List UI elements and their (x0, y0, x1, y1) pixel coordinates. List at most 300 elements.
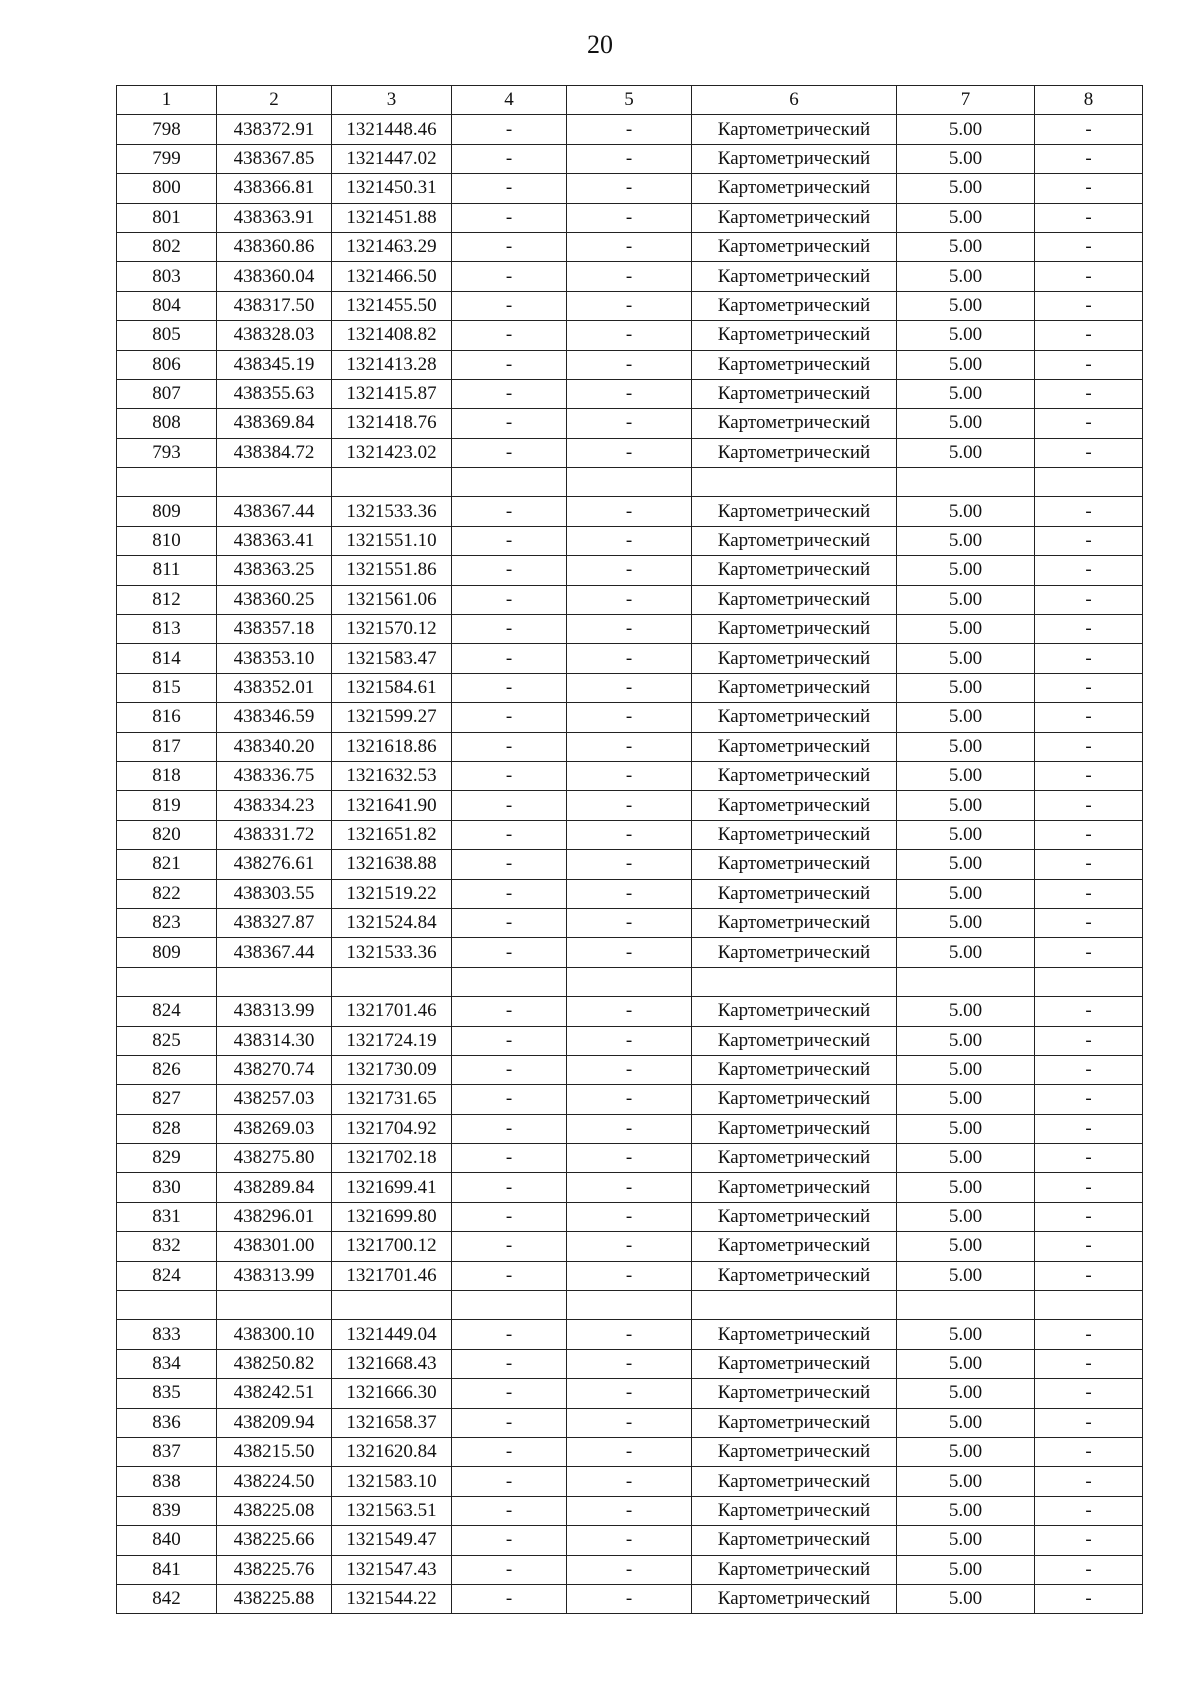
table-cell: 438215.50 (217, 1437, 332, 1466)
table-cell: 1321466.50 (332, 262, 452, 291)
table-cell: 1321599.27 (332, 703, 452, 732)
table-row (117, 1349, 1143, 1378)
table-row (117, 791, 1143, 820)
table-row (117, 850, 1143, 879)
table-row (117, 556, 1143, 585)
table-cell: - (1035, 1496, 1143, 1525)
table-cell: 5.00 (897, 1114, 1035, 1143)
table-cell: 438345.19 (217, 350, 332, 379)
table-cell: 808 (117, 409, 217, 438)
table-cell: - (452, 1232, 567, 1261)
empty-cell (692, 468, 897, 497)
table-cell: 438250.82 (217, 1349, 332, 1378)
empty-cell (217, 1291, 332, 1320)
table-cell: 828 (117, 1114, 217, 1143)
table-cell: - (452, 1584, 567, 1613)
table-cell: Картометрический (692, 291, 897, 320)
table-cell: - (452, 1555, 567, 1584)
table-cell: Картометрический (692, 703, 897, 732)
table-cell: Картометрический (692, 1526, 897, 1555)
table-cell: - (452, 1144, 567, 1173)
page-number: 20 (587, 30, 613, 59)
table-cell: 1321455.50 (332, 291, 452, 320)
table-cell: - (452, 497, 567, 526)
table-row (117, 438, 1143, 467)
table-cell: 5.00 (897, 1026, 1035, 1055)
table-cell: - (567, 703, 692, 732)
table-cell: 805 (117, 321, 217, 350)
table-row (117, 232, 1143, 261)
table-cell: 438224.50 (217, 1467, 332, 1496)
table-cell: - (567, 1173, 692, 1202)
table-cell: 811 (117, 556, 217, 585)
table-cell: - (452, 1349, 567, 1378)
table-cell: Картометрический (692, 1467, 897, 1496)
table-cell: Картометрический (692, 1144, 897, 1173)
table-cell: 438301.00 (217, 1232, 332, 1261)
table-cell: 5.00 (897, 1349, 1035, 1378)
table-cell: 806 (117, 350, 217, 379)
table-cell: - (452, 1408, 567, 1437)
table-cell: - (1035, 115, 1143, 144)
table-cell: 5.00 (897, 526, 1035, 555)
table-cell: - (452, 615, 567, 644)
column-header: 3 (332, 86, 452, 115)
table-row (117, 673, 1143, 702)
table-cell: - (567, 673, 692, 702)
table-cell: - (452, 938, 567, 967)
table-cell: - (567, 1467, 692, 1496)
table-row (117, 879, 1143, 908)
table-cell: 839 (117, 1496, 217, 1525)
table-cell: 5.00 (897, 1261, 1035, 1290)
table-cell: 842 (117, 1584, 217, 1613)
table-row (117, 644, 1143, 673)
table-row (117, 1055, 1143, 1084)
table-row (117, 174, 1143, 203)
table-cell: Картометрический (692, 1026, 897, 1055)
table-cell: Картометрический (692, 997, 897, 1026)
table-cell: - (1035, 1144, 1143, 1173)
table-cell: 438367.85 (217, 144, 332, 173)
table-cell: - (567, 938, 692, 967)
table-cell: 5.00 (897, 615, 1035, 644)
table-cell: Картометрический (692, 321, 897, 350)
table-row (117, 1144, 1143, 1173)
table-cell: 829 (117, 1144, 217, 1173)
table-cell: - (567, 174, 692, 203)
table-cell: - (567, 585, 692, 614)
table-cell: 1321451.88 (332, 203, 452, 232)
table-cell: 818 (117, 761, 217, 790)
table-cell: 1321701.46 (332, 997, 452, 1026)
table-cell: - (1035, 174, 1143, 203)
table-cell: 1321547.43 (332, 1555, 452, 1584)
table-cell: 1321584.61 (332, 673, 452, 702)
table-cell: 1321668.43 (332, 1349, 452, 1378)
table-row (117, 938, 1143, 967)
table-cell: 1321618.86 (332, 732, 452, 761)
table-cell: - (567, 438, 692, 467)
table-row (117, 1467, 1143, 1496)
table-cell: 5.00 (897, 379, 1035, 408)
table-cell: Картометрический (692, 1349, 897, 1378)
table-cell: 1321583.10 (332, 1467, 452, 1496)
table-cell: - (452, 144, 567, 173)
table-cell: - (452, 761, 567, 790)
empty-cell (692, 1291, 897, 1320)
table-row (117, 262, 1143, 291)
table-cell: - (567, 791, 692, 820)
table-cell: - (1035, 850, 1143, 879)
table-cell: - (1035, 1026, 1143, 1055)
group-separator-row (117, 1291, 1143, 1320)
empty-cell (692, 967, 897, 996)
table-cell: 1321533.36 (332, 938, 452, 967)
table-cell: - (1035, 291, 1143, 320)
table-cell: 1321533.36 (332, 497, 452, 526)
table-cell: Картометрический (692, 262, 897, 291)
table-cell: - (452, 1379, 567, 1408)
table-cell: 438314.30 (217, 1026, 332, 1055)
table-row (117, 1202, 1143, 1231)
table-row (117, 291, 1143, 320)
table-cell: - (1035, 585, 1143, 614)
table-cell: Картометрический (692, 1202, 897, 1231)
table-cell: 5.00 (897, 1526, 1035, 1555)
table-cell: - (1035, 497, 1143, 526)
table-cell: 5.00 (897, 115, 1035, 144)
table-cell: 438363.25 (217, 556, 332, 585)
table-row (117, 997, 1143, 1026)
table-cell: - (1035, 556, 1143, 585)
table-cell: - (1035, 262, 1143, 291)
table-cell: - (1035, 761, 1143, 790)
table-row (117, 1320, 1143, 1349)
column-header: 7 (897, 86, 1035, 115)
table-cell: Картометрический (692, 497, 897, 526)
table-cell: 1321450.31 (332, 174, 452, 203)
table-cell: Картометрический (692, 1584, 897, 1613)
table-cell: - (452, 997, 567, 1026)
table-cell: 1321638.88 (332, 850, 452, 879)
table-cell: Картометрический (692, 673, 897, 702)
table-cell: - (567, 761, 692, 790)
empty-cell (217, 468, 332, 497)
table-cell: 838 (117, 1467, 217, 1496)
table-cell: 438366.81 (217, 174, 332, 203)
table-cell: 5.00 (897, 350, 1035, 379)
table-cell: 1321632.53 (332, 761, 452, 790)
table-row (117, 115, 1143, 144)
table-cell: - (1035, 1349, 1143, 1378)
table-row (117, 144, 1143, 173)
table-cell: - (567, 526, 692, 555)
table-cell: Картометрический (692, 144, 897, 173)
table-cell: - (452, 585, 567, 614)
table-cell: 5.00 (897, 1055, 1035, 1084)
table-cell: - (452, 321, 567, 350)
table-cell: - (1035, 1526, 1143, 1555)
table-cell: 5.00 (897, 938, 1035, 967)
table-row (117, 1026, 1143, 1055)
table-cell: 1321463.29 (332, 232, 452, 261)
table-cell: 1321447.02 (332, 144, 452, 173)
table-cell: 823 (117, 908, 217, 937)
table-cell: - (452, 1526, 567, 1555)
empty-cell (332, 1291, 452, 1320)
table-cell: 5.00 (897, 203, 1035, 232)
table-cell: 438276.61 (217, 850, 332, 879)
table-cell: 438328.03 (217, 321, 332, 350)
table-cell: 825 (117, 1026, 217, 1055)
table-cell: - (567, 379, 692, 408)
table-cell: 5.00 (897, 908, 1035, 937)
table-cell: 814 (117, 644, 217, 673)
table-cell: - (567, 820, 692, 849)
table-cell: - (1035, 1467, 1143, 1496)
table-cell: 5.00 (897, 1085, 1035, 1114)
table-cell: Картометрический (692, 732, 897, 761)
table-row (117, 703, 1143, 732)
table-cell: 1321408.82 (332, 321, 452, 350)
table-cell: 438340.20 (217, 732, 332, 761)
table-cell: 438360.25 (217, 585, 332, 614)
table-cell: - (1035, 526, 1143, 555)
table-cell: 815 (117, 673, 217, 702)
table-cell: 810 (117, 526, 217, 555)
table-cell: 5.00 (897, 232, 1035, 261)
table-cell: - (1035, 908, 1143, 937)
table-cell: Картометрический (692, 1555, 897, 1584)
table-cell: Картометрический (692, 1496, 897, 1525)
table-cell: - (452, 1202, 567, 1231)
table-cell: - (452, 1085, 567, 1114)
table-cell: - (452, 379, 567, 408)
table-cell: - (452, 262, 567, 291)
table-cell: 438225.08 (217, 1496, 332, 1525)
table-cell: - (567, 1026, 692, 1055)
table-row (117, 615, 1143, 644)
empty-cell (897, 967, 1035, 996)
table-cell: - (452, 644, 567, 673)
table-cell: Картометрический (692, 1232, 897, 1261)
table-cell: - (452, 1114, 567, 1143)
table-cell: 438296.01 (217, 1202, 332, 1231)
table-cell: 5.00 (897, 262, 1035, 291)
table-cell: - (567, 1114, 692, 1143)
table-cell: - (1035, 732, 1143, 761)
table-cell: Картометрический (692, 644, 897, 673)
empty-cell (452, 967, 567, 996)
table-row (117, 497, 1143, 526)
table-cell: 1321658.37 (332, 1408, 452, 1437)
table-cell: 5.00 (897, 1320, 1035, 1349)
table-cell: 793 (117, 438, 217, 467)
table-cell: - (567, 1408, 692, 1437)
table-cell: Картометрический (692, 1408, 897, 1437)
table-cell: 5.00 (897, 1584, 1035, 1613)
table-cell: 5.00 (897, 321, 1035, 350)
table-cell: - (567, 1202, 692, 1231)
table-cell: - (1035, 1555, 1143, 1584)
table-cell: 819 (117, 791, 217, 820)
table-row (117, 1232, 1143, 1261)
table-cell: 822 (117, 879, 217, 908)
table-cell: - (1035, 644, 1143, 673)
table-cell: Картометрический (692, 791, 897, 820)
table-cell: 1321415.87 (332, 379, 452, 408)
table-cell: Картометрический (692, 174, 897, 203)
table-cell: 5.00 (897, 820, 1035, 849)
table-cell: 1321418.76 (332, 409, 452, 438)
table-cell: - (452, 703, 567, 732)
table-cell: 438300.10 (217, 1320, 332, 1349)
table-cell: - (567, 556, 692, 585)
table-cell: 5.00 (897, 1437, 1035, 1466)
table-cell: 837 (117, 1437, 217, 1466)
table-cell: - (1035, 879, 1143, 908)
table-cell: - (567, 1379, 692, 1408)
table-cell: 438334.23 (217, 791, 332, 820)
table-cell: 5.00 (897, 144, 1035, 173)
table-cell: 798 (117, 115, 217, 144)
table-cell: 438225.88 (217, 1584, 332, 1613)
table-cell: - (452, 232, 567, 261)
table-row (117, 1584, 1143, 1613)
table-cell: 5.00 (897, 850, 1035, 879)
table-cell: - (1035, 673, 1143, 702)
table-cell: - (567, 1437, 692, 1466)
column-header: 6 (692, 86, 897, 115)
table-cell: 1321448.46 (332, 115, 452, 144)
table-cell: 5.00 (897, 409, 1035, 438)
table-cell: - (567, 321, 692, 350)
table-cell: Картометрический (692, 1437, 897, 1466)
table-cell: 5.00 (897, 997, 1035, 1026)
table-row (117, 1114, 1143, 1143)
table-cell: 801 (117, 203, 217, 232)
table-cell: - (1035, 1055, 1143, 1084)
table-cell: - (567, 115, 692, 144)
table-cell: Картометрический (692, 1261, 897, 1290)
table-cell: 5.00 (897, 1202, 1035, 1231)
table-cell: 5.00 (897, 497, 1035, 526)
table-cell: 799 (117, 144, 217, 173)
table-row (117, 350, 1143, 379)
table-cell: 438313.99 (217, 1261, 332, 1290)
table-cell: 438209.94 (217, 1408, 332, 1437)
table-cell: - (567, 350, 692, 379)
table-cell: 1321651.82 (332, 820, 452, 849)
table-cell: 1321413.28 (332, 350, 452, 379)
table-cell: 1321641.90 (332, 791, 452, 820)
column-header: 8 (1035, 86, 1143, 115)
empty-cell (117, 1291, 217, 1320)
table-cell: - (567, 1555, 692, 1584)
table-cell: 438384.72 (217, 438, 332, 467)
table-cell: 840 (117, 1526, 217, 1555)
table-cell: 1321563.51 (332, 1496, 452, 1525)
empty-cell (897, 1291, 1035, 1320)
table-cell: - (452, 1320, 567, 1349)
table-cell: 800 (117, 174, 217, 203)
coordinates-table (116, 85, 1143, 1614)
header-row (117, 86, 1143, 115)
table-cell: 5.00 (897, 761, 1035, 790)
table-row (117, 585, 1143, 614)
table-cell: - (1035, 1173, 1143, 1202)
table-cell: Картометрический (692, 1085, 897, 1114)
table-cell: - (1035, 144, 1143, 173)
table-row (117, 526, 1143, 555)
table-cell: - (452, 1437, 567, 1466)
table-cell: 5.00 (897, 556, 1035, 585)
table-cell: - (1035, 409, 1143, 438)
table-row (117, 379, 1143, 408)
table-cell: 438363.41 (217, 526, 332, 555)
table-cell: - (1035, 321, 1143, 350)
table-cell: - (452, 1496, 567, 1525)
table-cell: 5.00 (897, 703, 1035, 732)
group-separator-row (117, 468, 1143, 497)
table-cell: 5.00 (897, 585, 1035, 614)
table-cell: - (452, 115, 567, 144)
table-cell: Картометрический (692, 938, 897, 967)
table-cell: - (567, 1055, 692, 1084)
table-cell: - (1035, 1085, 1143, 1114)
table-cell: - (452, 438, 567, 467)
table-cell: - (452, 203, 567, 232)
table-cell: 1321583.47 (332, 644, 452, 673)
table-cell: - (1035, 820, 1143, 849)
table-row (117, 820, 1143, 849)
table-cell: 5.00 (897, 879, 1035, 908)
table-cell: - (1035, 791, 1143, 820)
column-header: 5 (567, 86, 692, 115)
table-cell: 824 (117, 997, 217, 1026)
table-cell: 5.00 (897, 291, 1035, 320)
table-row (117, 1555, 1143, 1584)
table-cell: - (1035, 1261, 1143, 1290)
table-cell: - (567, 1496, 692, 1525)
table-cell: - (567, 203, 692, 232)
table-cell: 1321423.02 (332, 438, 452, 467)
table-cell: 807 (117, 379, 217, 408)
table-cell: - (452, 908, 567, 937)
table-cell: 438372.91 (217, 115, 332, 144)
table-cell: 438317.50 (217, 291, 332, 320)
table-cell: - (452, 791, 567, 820)
table-cell: - (452, 526, 567, 555)
empty-cell (332, 468, 452, 497)
table-cell: Картометрический (692, 409, 897, 438)
table-cell: - (1035, 1584, 1143, 1613)
table-cell: - (567, 291, 692, 320)
table-cell: Картометрический (692, 379, 897, 408)
table-row (117, 1437, 1143, 1466)
table-cell: 1321700.12 (332, 1232, 452, 1261)
table-cell: 438242.51 (217, 1379, 332, 1408)
table-cell: - (452, 1055, 567, 1084)
table-cell: - (452, 820, 567, 849)
empty-cell (567, 468, 692, 497)
table-cell: - (567, 997, 692, 1026)
table-row (117, 1526, 1143, 1555)
table-cell: 817 (117, 732, 217, 761)
table-cell: 1321730.09 (332, 1055, 452, 1084)
table-cell: 438357.18 (217, 615, 332, 644)
